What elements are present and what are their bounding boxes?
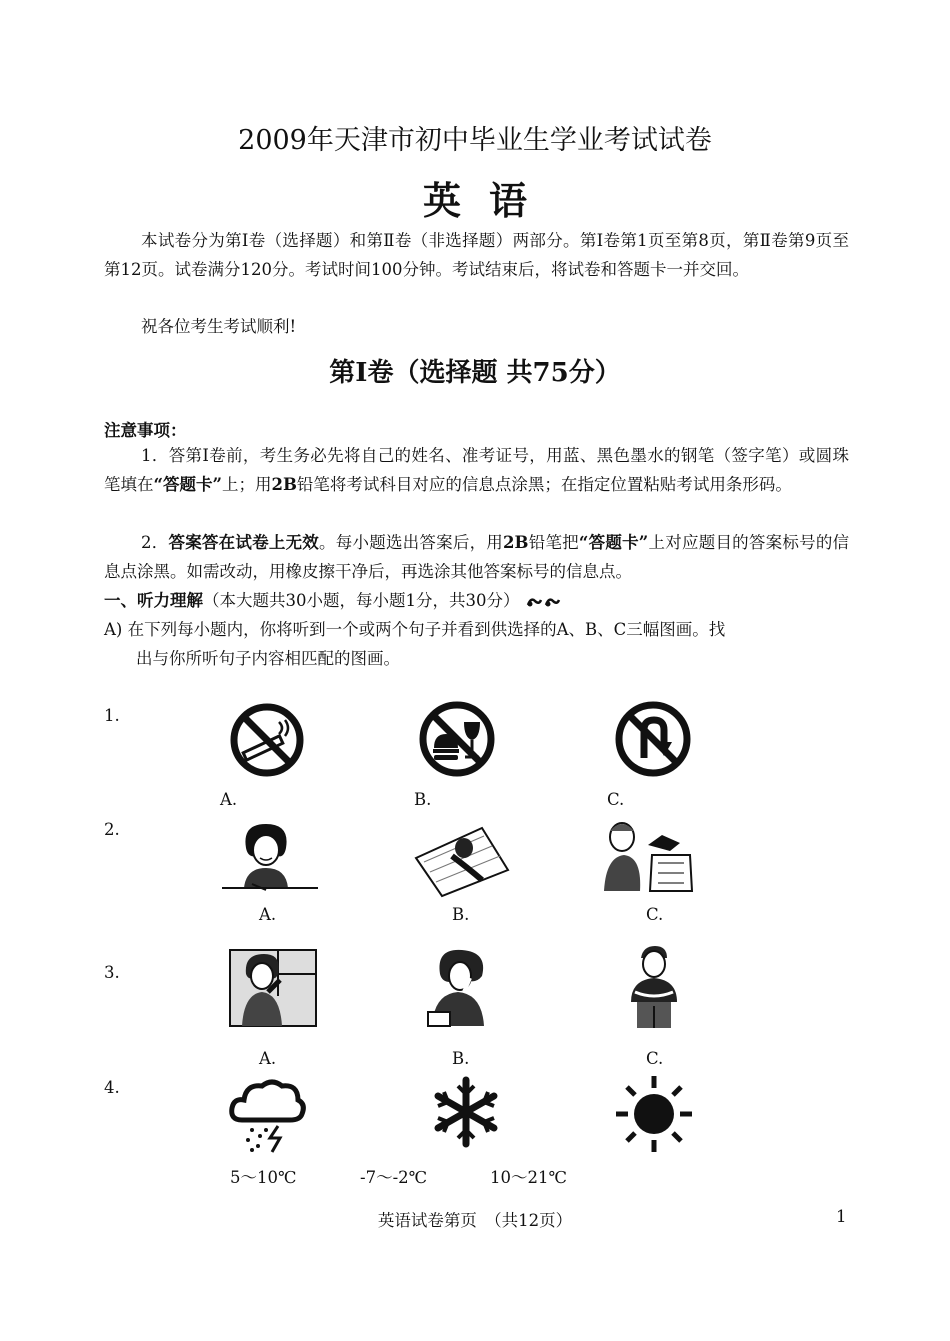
question-number: 4. <box>104 1078 120 1097</box>
notice1-text-c: 上；用 <box>221 475 272 494</box>
notice-item-2 <box>104 528 849 586</box>
notice1-text-a: 1．答第Ⅰ卷前，考生务必先将自己的姓名、准考证号，用蓝、黑色墨水的钢笔（签字笔）或圆珠笔填在 <box>104 446 849 494</box>
no-smoking-icon <box>229 702 305 778</box>
option-label: B. <box>414 790 432 809</box>
page-footer: 英语试卷第页 （共12页） <box>377 1211 573 1230</box>
listening-desc: （本大题共30小题，每小题1分，共30分） <box>203 591 520 610</box>
notice2-text-e: 铅笔把 <box>528 533 579 552</box>
notice2-invalid: 答案答在试卷上无效 <box>168 533 320 552</box>
option-label: C. <box>646 905 664 924</box>
girl-writing-picture <box>222 818 318 896</box>
question-number: 1. <box>104 706 120 725</box>
option-label: A. <box>259 1049 277 1068</box>
temperature-label: -7～-2℃ <box>360 1168 428 1187</box>
option-label: B. <box>452 905 470 924</box>
temperature-label: 10～21℃ <box>490 1168 567 1187</box>
option-label: A. <box>259 905 277 924</box>
option-label: A. <box>220 790 238 809</box>
question-number: 2. <box>104 820 120 839</box>
snowflake-icon <box>430 1076 502 1148</box>
headphone-icon <box>525 595 565 609</box>
notice2-pencil: 2B <box>503 533 529 552</box>
girl-ironing-picture <box>600 815 698 895</box>
listening-heading <box>104 586 849 615</box>
listening-instruction-a2: 出与你所听句子内容相匹配的图画。 <box>136 649 400 668</box>
notice2-num: 2． <box>141 533 169 552</box>
notice-item-1 <box>104 441 849 499</box>
notice1-answer-card: “答题卡” <box>153 475 222 494</box>
no-food-drink-icon <box>418 700 496 778</box>
listening-instruction-a: A) 在下列每小题内，你将听到一个或两个句子并看到供选择的A、B、C三幅图画。找 <box>104 620 726 639</box>
notice1-text-e: 铅笔将考试科目对应的信息点涂黑；在指定位置粘贴考试用条形码。 <box>296 475 792 494</box>
good-luck-text: 祝各位考生考试顺利! <box>141 317 297 336</box>
notice2-answer-card: “答题卡” <box>578 533 649 552</box>
notice1-pencil: 2B <box>271 475 297 494</box>
girl-sleeping-picture <box>412 818 510 898</box>
listening-label: 一、听力理解 <box>104 591 203 610</box>
sun-icon <box>614 1074 694 1154</box>
rain-cloud-icon <box>228 1074 306 1154</box>
intro-paragraph: 本试卷分为第Ⅰ卷（选择题）和第Ⅱ卷（非选择题）两部分。第Ⅰ卷第1页至第8页，第Ⅱ卷第9页至第12页。试卷满分120分。考试时间100分钟。考试结束后，将试卷和答题卡一并交回。 <box>104 231 849 279</box>
page-title: 2009年天津市初中毕业生学业考试试卷 <box>238 125 712 156</box>
no-u-turn-icon <box>614 700 692 778</box>
notice2-text-c: 。每小题选出答案后，用 <box>319 533 504 552</box>
option-label: B. <box>452 1049 470 1068</box>
notice-label: 注意事项： <box>104 421 187 440</box>
question-number: 3. <box>104 963 120 982</box>
man-arms-crossed-picture <box>625 944 683 1030</box>
page-number: 1 <box>836 1207 847 1226</box>
temperature-label: 5～10℃ <box>230 1168 297 1187</box>
option-label: C. <box>607 790 625 809</box>
option-label: C. <box>646 1049 664 1068</box>
woman-thinking-picture <box>228 946 318 1028</box>
woman-sick-picture <box>424 946 496 1028</box>
section-heading: 第Ⅰ卷（选择题 共75分） <box>329 358 621 388</box>
notice2-text-g: 上对应题目的答案标号的信息点涂黑。如需改动，用橡皮擦干净后，再选涂其他答案标号的信息点。 <box>104 533 850 581</box>
subject-title: 英语 <box>422 178 555 223</box>
